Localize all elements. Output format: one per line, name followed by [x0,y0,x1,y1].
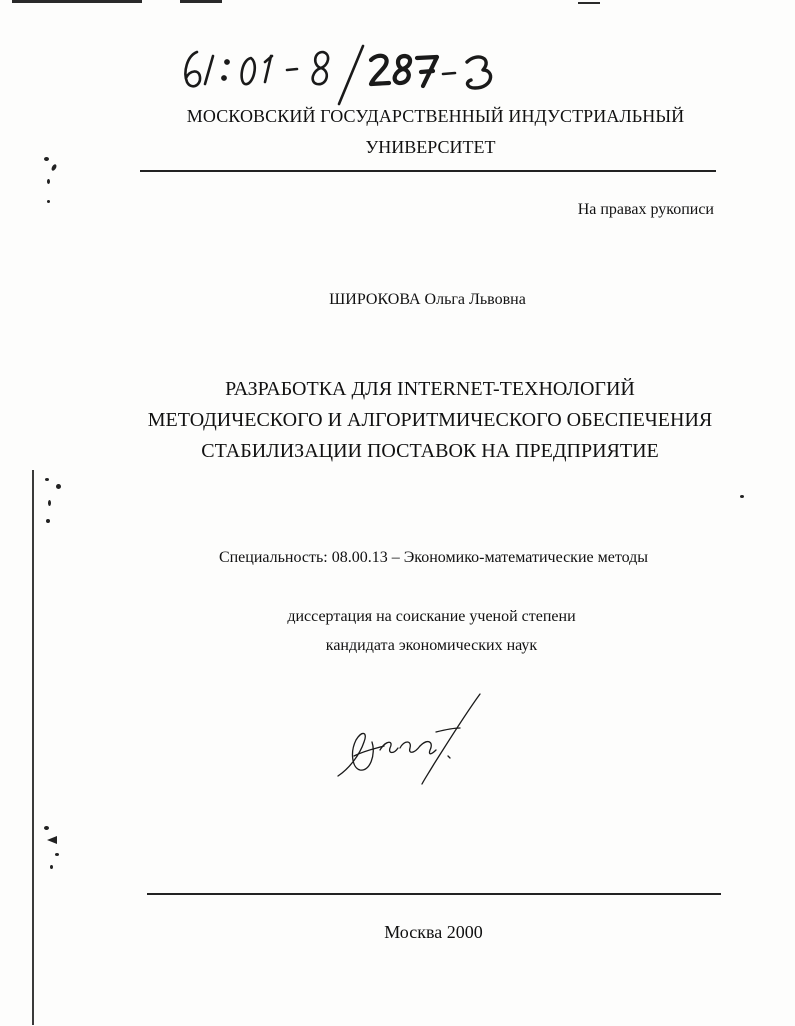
scan-speck [55,853,59,856]
title-line-1: РАЗРАБОТКА ДЛЯ INTERNET-ТЕХНОЛОГИЙ [225,378,635,400]
scan-speck [56,484,61,489]
manuscript-note: На правах рукописи [577,201,714,218]
degree-line-2: кандидата экономических наук [325,637,538,654]
specialty-line: Специальность: 08.00.13 – Экономико-математические методы [218,549,649,566]
scan-speck [46,519,50,523]
title-line-2: МЕТОДИЧЕСКОГО И АЛГОРИТМИЧЕСКОГО ОБЕСПЕЧЕНИЯ [147,409,713,431]
university-name-line1: МОСКОВСКИЙ ГОСУДАРСТВЕННЫЙ ИНДУСТРИАЛЬНЫЙ [186,106,685,126]
scan-speck [50,865,53,869]
scan-speck [45,478,49,481]
header-divider [140,170,716,172]
university-name-line2: УНИВЕРСИТЕТ [365,137,496,157]
scan-speck [47,179,50,184]
scan-edge-left [32,470,34,1025]
archive-code-handwritten-icon [175,38,515,108]
dissertation-title [140,374,720,467]
scan-speck [47,836,57,844]
scan-speck [47,200,50,203]
footer-divider [147,893,721,895]
title-line-3: СТАБИЛИЗАЦИИ ПОСТАВОК НА ПРЕДПРИЯТИЕ [201,440,659,462]
scan-speck [51,163,58,171]
scan-edge-top [0,0,795,6]
city-year: Москва 2000 [384,922,483,942]
signature-icon [332,690,482,790]
author-name: ШИРОКОВА Ольга Львовна [329,291,526,308]
scan-speck [44,826,49,830]
scan-speck [48,500,51,506]
degree-line-1: диссертация на соискание ученой степени [287,608,576,625]
scan-speck [740,495,744,498]
